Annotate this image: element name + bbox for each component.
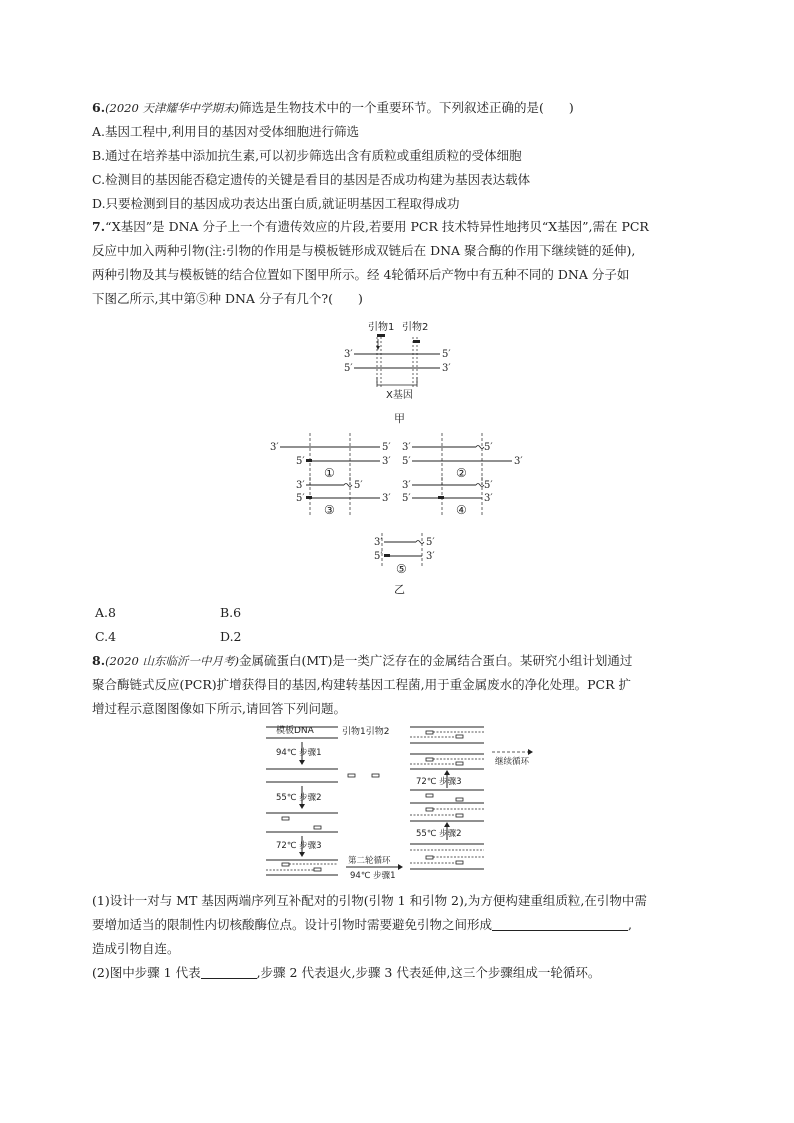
jia-bottom-5end: 5′	[344, 363, 353, 374]
round2-step-label: 94℃ 步骤1	[350, 871, 396, 881]
figure-jia	[330, 315, 470, 425]
label-4: ④	[456, 503, 467, 517]
q7-stem-line-4: 下图乙所示,其中第⑤种 DNA 分子有几个?( )	[92, 291, 363, 306]
q7-option-b: B.6	[220, 605, 242, 620]
q6-option-b: B.通过在培养基中添加抗生素,可以初步筛选出含有质粒或重组质粒的受体细胞	[92, 148, 522, 163]
svg-text:3′: 3′	[402, 442, 411, 453]
q8-sub1-line-2-text: 要增加适当的限制性内切核酸酶位点。设计引物时需要避免引物之间形成	[92, 917, 493, 932]
svg-text:5′: 5′	[354, 480, 363, 491]
svg-text:5′: 5′	[402, 456, 411, 467]
svg-text:3′: 3′	[374, 537, 383, 548]
molecule-3	[296, 477, 391, 517]
svg-text:5′: 5′	[426, 537, 435, 548]
step3-label: 72℃ 步骤3	[276, 841, 322, 851]
q8-stem-text-1: 金属硫蛋白(MT)是一类广泛存在的金属结合蛋白。某研究小组计划通过	[238, 653, 633, 668]
svg-text:3′: 3′	[402, 480, 411, 491]
q8-sub2-before: (2)图中步骤 1 代表	[92, 965, 201, 980]
q6-option-c: C.检测目的基因能否稳定遗传的关键是看目的基因是否成功构建为基因表达载体	[92, 172, 531, 187]
svg-text:5′: 5′	[374, 551, 383, 562]
label-3: ③	[324, 503, 335, 517]
jia-bottom-3end: 3′	[442, 363, 451, 374]
continue-label: 继续循环	[495, 757, 530, 767]
svg-text:5′: 5′	[296, 493, 305, 504]
primer2-label: 引物2	[402, 322, 429, 333]
step1-label: 94℃ 步骤1	[276, 748, 322, 758]
q7-option-c: C.4	[95, 629, 117, 644]
molecule-4	[402, 477, 493, 517]
q6-number: 6.	[92, 100, 106, 115]
svg-text:3′: 3′	[484, 493, 493, 504]
q6-stem	[92, 99, 574, 117]
primers-label: 引物1引物2	[342, 727, 390, 737]
svg-text:3′: 3′	[426, 551, 435, 562]
q8-stem-line-2: 聚合酶链式反应(PCR)扩增获得目的基因,构建转基因工程菌,用于重金属废水的净化处理。PCR 扩	[92, 677, 631, 692]
svg-text:5′: 5′	[382, 442, 391, 453]
svg-text:3′: 3′	[296, 480, 305, 491]
q6-stem-text: 筛选是生物技术中的一个重要环节。下列叙述正确的是( )	[238, 100, 574, 115]
template-label: 模板DNA	[276, 726, 314, 736]
right-step2-label: 55℃ 步骤2	[416, 829, 462, 839]
answer-blank-2[interactable]	[201, 966, 257, 979]
free-primer-2	[372, 774, 379, 777]
figure-yi-caption: 乙	[394, 583, 405, 596]
figure-yi	[270, 433, 540, 598]
right-step3-label: 72℃ 步骤3	[416, 777, 462, 787]
jia-top-5end: 5′	[442, 349, 451, 360]
q7-number: 7.	[92, 219, 106, 234]
answer-blank-1[interactable]	[492, 918, 628, 931]
svg-text:5′: 5′	[484, 442, 493, 453]
molecule-5	[374, 533, 435, 576]
q7-stem-line-1	[92, 218, 649, 235]
q8-source: (2020 山东临沂一中月考)	[105, 654, 239, 668]
q8-sub1-line-1: (1)设计一对与 MT 基因两端序列互补配对的引物(引物 1 和引物 2),为方便构建重组质粒,在引物中需	[92, 893, 647, 908]
svg-text:5′: 5′	[484, 480, 493, 491]
label-5: ⑤	[396, 562, 407, 576]
q8-sub1-comma: ,	[628, 917, 632, 932]
q6-option-a: A.基因工程中,利用目的基因对受体细胞进行筛选	[92, 124, 359, 139]
q7-stem-line-3: 两种引物及其与模板链的结合位置如下图甲所示。经 4轮循环后产物中有五种不同的 DNA 分子如	[92, 267, 630, 282]
primer1-arrowhead	[376, 346, 380, 350]
q8-stem-line-3: 增过程示意图图像如下所示,请回答下列问题。	[92, 701, 346, 716]
q7-stem-line-2: 反应中加入两种引物(注:引物的作用是与模板链形成双链后在 DNA 聚合酶的作用下继续链的延伸),	[92, 243, 636, 258]
svg-text:3′: 3′	[270, 442, 279, 453]
figure-jia-caption: 甲	[394, 412, 405, 425]
molecule-1	[270, 433, 391, 485]
q7-stem-text-1: “X基因”是 DNA 分子上一个有遗传效应的片段,若要用 PCR 技术特异性地拷贝“X基因”,需在 PCR	[105, 219, 649, 234]
primer1-label: 引物1	[368, 322, 395, 333]
q7-option-a: A.8	[95, 605, 116, 620]
x-gene-bracket	[377, 377, 417, 385]
svg-text:3′: 3′	[382, 493, 391, 504]
q8-number: 8.	[92, 653, 106, 668]
svg-text:3′: 3′	[382, 456, 391, 467]
q6-source: (2020 天津耀华中学期末)	[105, 101, 239, 115]
step2-label: 55℃ 步骤2	[276, 793, 322, 803]
x-gene-label: X基因	[386, 390, 413, 401]
q6-option-d: D.只要检测到目的基因成功表达出蛋白质,就证明基因工程取得成功	[92, 196, 460, 211]
jia-top-3end: 3′	[344, 349, 353, 360]
primer2-mark	[413, 340, 420, 343]
svg-text:3′: 3′	[514, 456, 523, 467]
label-1: ①	[324, 466, 335, 480]
q8-sub1-line-2	[92, 916, 632, 933]
q7-option-d: D.2	[220, 629, 242, 644]
q8-sub1-line-3: 造成引物自连。	[92, 941, 180, 956]
primer1-mark	[377, 334, 385, 337]
q8-stem-line-1	[92, 652, 632, 670]
q8-sub2-after: ,步骤 2 代表退火,步骤 3 代表延伸,这三个步骤组成一轮循环。	[256, 965, 601, 980]
svg-text:5′: 5′	[296, 456, 305, 467]
pcr-figure	[262, 722, 562, 882]
round2-label: 第二轮循环	[348, 856, 391, 866]
q8-sub2	[92, 964, 600, 981]
free-primer-1	[348, 774, 355, 777]
svg-text:5′: 5′	[402, 493, 411, 504]
molecule-2	[402, 433, 523, 485]
label-2: ②	[456, 466, 467, 480]
